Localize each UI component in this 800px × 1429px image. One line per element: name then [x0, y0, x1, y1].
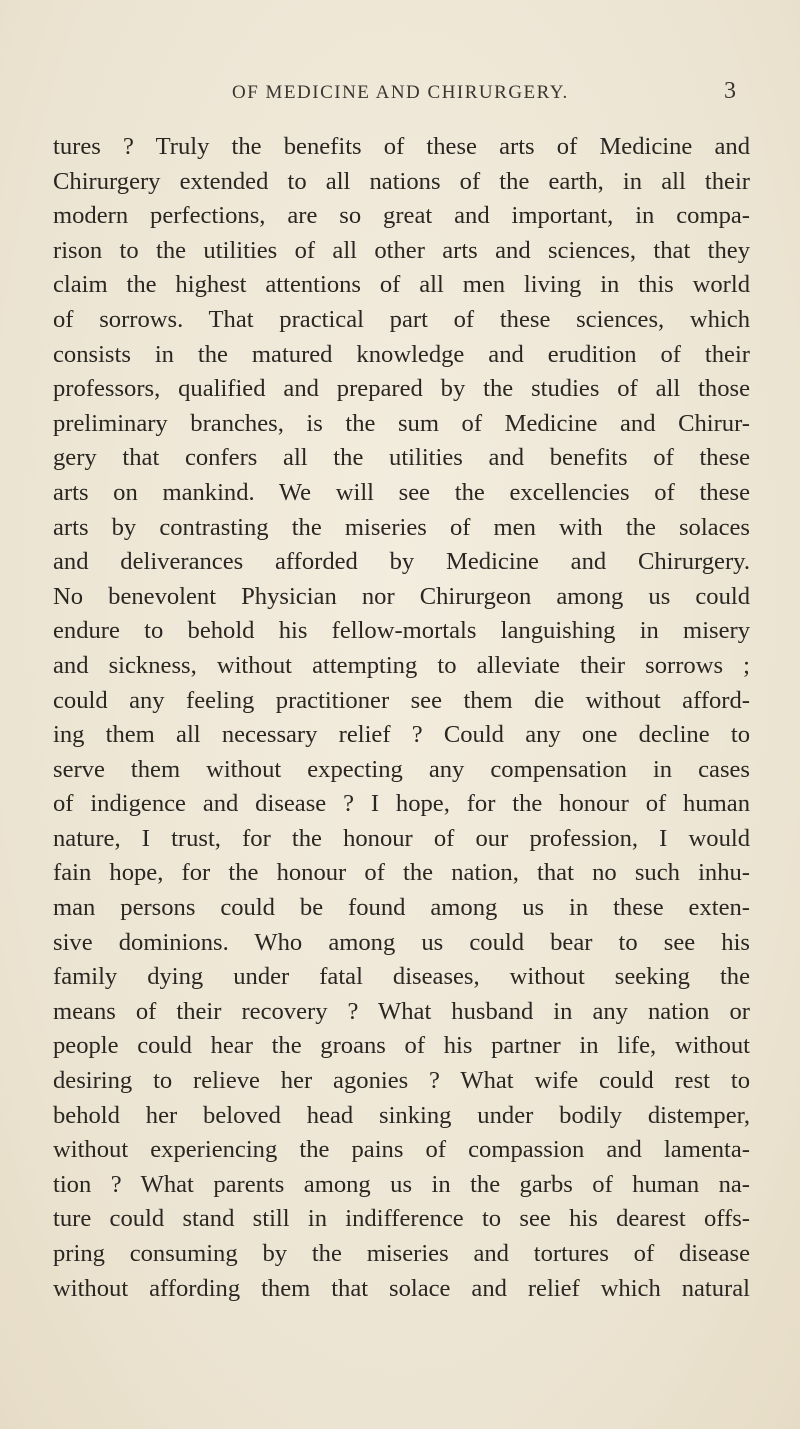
text-line: family dying under fatal diseases, without seeking the: [53, 963, 750, 991]
page-number: 3: [724, 78, 736, 104]
text-line: arts on mankind. We will see the excellencies of these: [53, 478, 750, 506]
text-line: pring consuming by the miseries and tortures of disease: [53, 1240, 750, 1267]
text-line: could any feeling practitioner see them die without afford-: [53, 686, 750, 714]
text-line: serve them without expecting any compensation in cases: [53, 755, 750, 783]
text-line: arts by contrasting the miseries of men with the solaces: [53, 513, 750, 541]
text-line: man persons could be found among us in these exten-: [53, 894, 750, 922]
text-line: gery that confers all the utilities and benefits of these: [53, 444, 750, 472]
running-title: OF MEDICINE AND CHIRURGERY.: [232, 82, 569, 103]
text-line: means of their recovery ? What husband in any nation or: [53, 997, 750, 1025]
text-line: without affording them that solace and relief which natural: [53, 1274, 750, 1302]
text-line: Chirurgery extended to all nations of the earth, in all their: [53, 167, 750, 195]
text-line: without experiencing the pains of compassion and lamenta-: [53, 1136, 750, 1164]
text-line: of sorrows. That practical part of these sciences, which: [53, 305, 750, 333]
text-line: ing them all necessary relief ? Could any one decline to: [53, 721, 750, 749]
text-line: ture could stand still in indifference to see his dearest offs-: [53, 1205, 750, 1233]
text-line: No benevolent Physician nor Chirurgeon among us could: [53, 582, 750, 610]
text-line: nature, I trust, for the honour of our profession, I would: [53, 824, 750, 852]
text-line: sive dominions. Who among us could bear to see his: [53, 928, 750, 956]
text-line: fain hope, for the honour of the nation, that no such inhu-: [53, 859, 750, 887]
text-line: rison to the utilities of all other arts and sciences, that they: [53, 236, 750, 264]
running-head: [0, 78, 800, 112]
text-line: endure to behold his fellow-mortals languishing in misery: [53, 617, 750, 645]
text-line: people could hear the groans of his partner in life, without: [53, 1032, 750, 1060]
text-line: of indigence and disease ? I hope, for the honour of human: [53, 790, 750, 818]
text-line: and deliverances afforded by Medicine and Chirurgery.: [53, 548, 750, 576]
text-line: modern perfections, are so great and important, in compa-: [53, 202, 750, 230]
text-line: professors, qualified and prepared by the studies of all those: [53, 375, 750, 403]
text-line: claim the highest attentions of all men living in this world: [53, 271, 750, 299]
text-line: desiring to relieve her agonies ? What wife could rest to: [53, 1067, 750, 1095]
text-line: behold her beloved head sinking under bodily distemper,: [53, 1101, 750, 1129]
text-line: tion ? What parents among us in the garbs of human na-: [53, 1170, 750, 1198]
body-text: [53, 130, 750, 1306]
text-line: and sickness, without attempting to alleviate their sorrows ;: [53, 651, 750, 679]
text-line: consists in the matured knowledge and erudition of their: [53, 340, 750, 368]
text-line: preliminary branches, is the sum of Medicine and Chirur-: [53, 409, 750, 437]
text-line: tures ? Truly the benefits of these arts of Medicine and: [53, 133, 750, 160]
